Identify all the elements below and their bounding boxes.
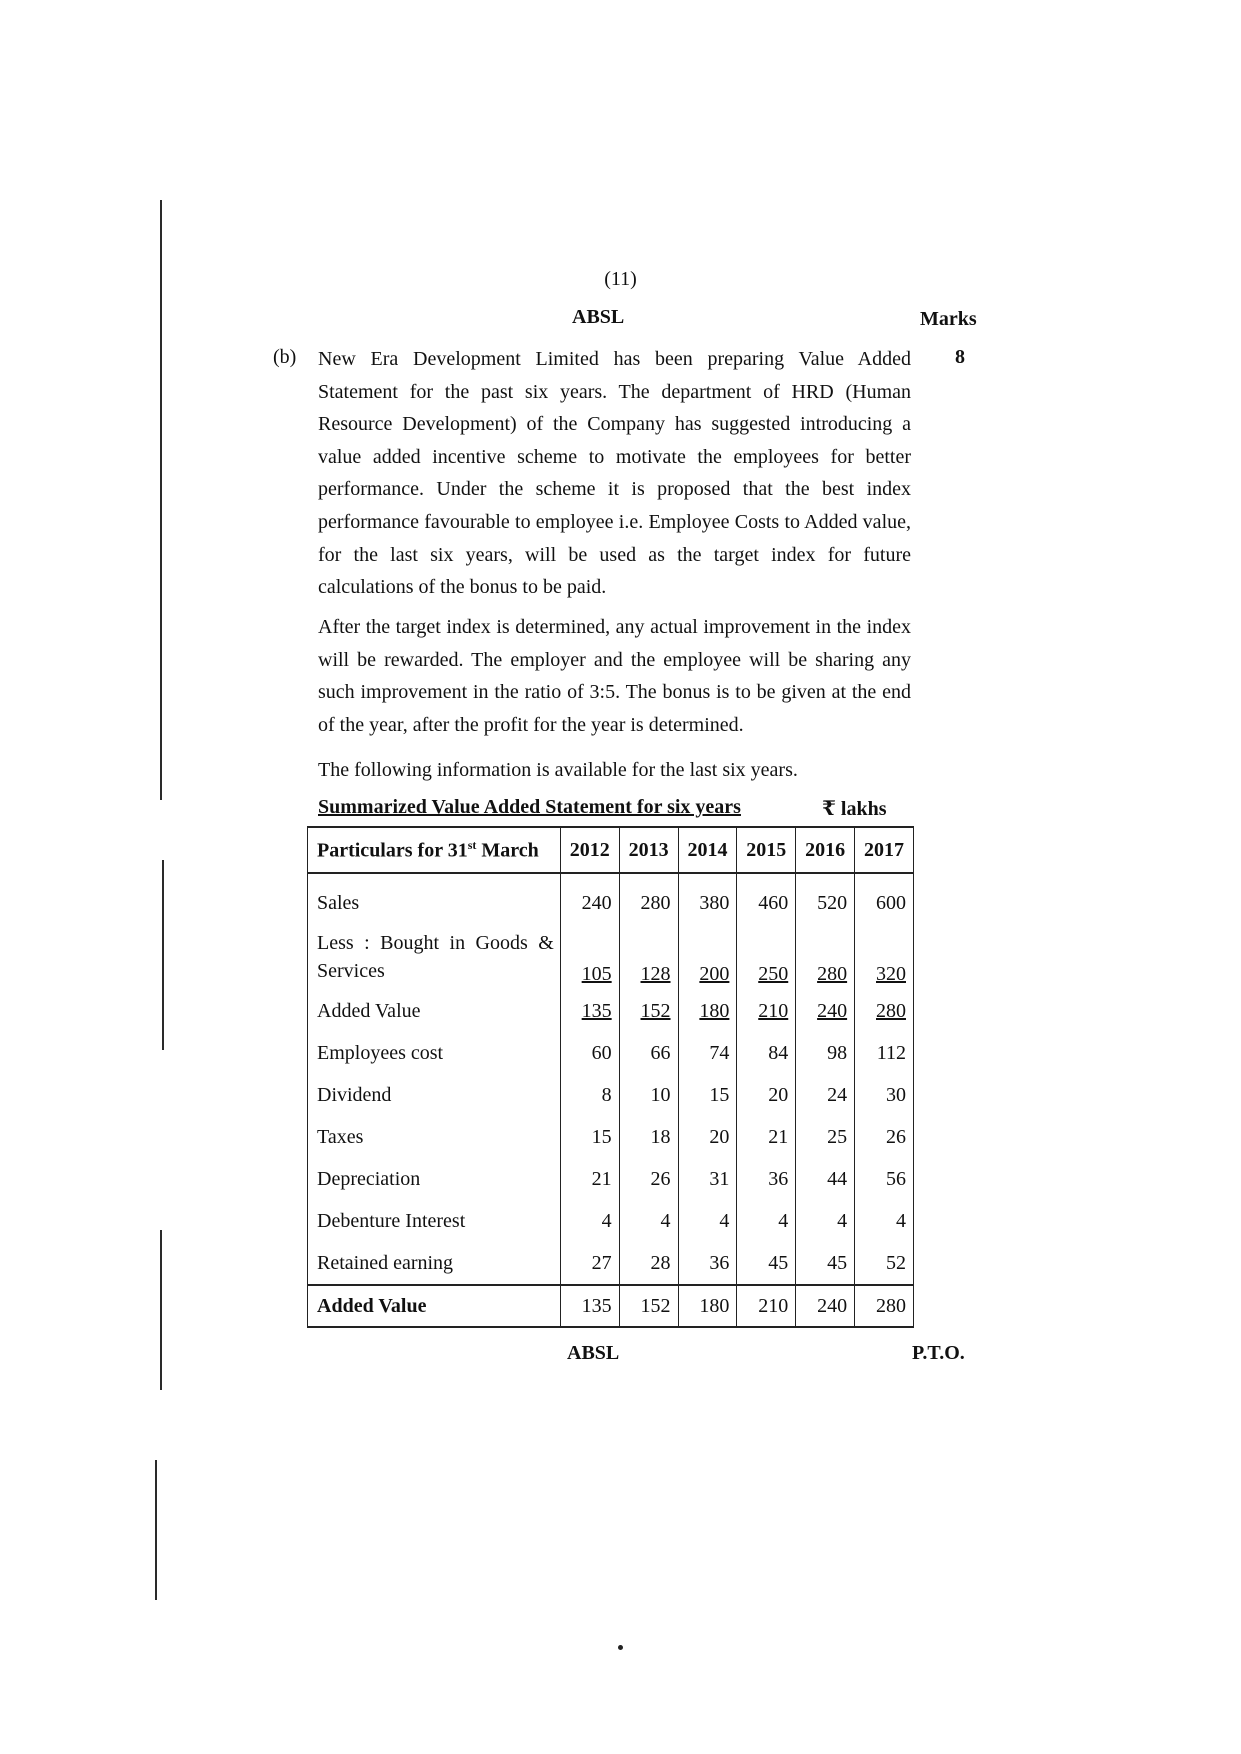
cell-value: 30 [855,1074,914,1116]
value-added-table [307,826,914,1328]
cell-value: 98 [796,1032,855,1074]
header-year: 2012 [560,827,619,873]
cell-value: 105 [581,963,612,985]
cell-value: 210 [737,1285,796,1327]
scan-dot [618,1645,623,1650]
cell-value: 210 [758,999,789,1022]
cell-value: 180 [699,999,730,1022]
cell-value: 45 [737,1242,796,1285]
cell-value: 26 [855,1116,914,1158]
table-row-total-added-value [308,1285,914,1327]
cell-value: 280 [855,1285,914,1327]
question-marks: 8 [955,346,965,368]
row-label: Employees cost [308,1032,561,1074]
cell-value: 24 [796,1074,855,1116]
question-label: (b) [273,346,297,368]
row-label: Debenture Interest [308,1200,561,1242]
cell-value: 74 [678,1032,737,1074]
cell-value: 200 [699,963,730,985]
row-label: Taxes [308,1116,561,1158]
table-unit: ₹ lakhs [822,798,887,820]
row-label: Less : Bought in Goods & Services [308,924,561,990]
cell-value: 66 [619,1032,678,1074]
row-label: Dividend [308,1074,561,1116]
row-label: Depreciation [308,1158,561,1200]
table-row-depreciation [308,1158,914,1200]
page-number: (11) [604,268,637,290]
table-row-added-value [308,990,914,1032]
table-row-bought-in-goods [308,924,914,990]
table-row-taxes [308,1116,914,1158]
cell-value: 15 [560,1116,619,1158]
marks-heading: Marks [920,308,977,330]
cell-value: 52 [855,1242,914,1285]
cell-value: 20 [737,1074,796,1116]
cell-value: 31 [678,1158,737,1200]
question-paragraph: After the target index is determined, any actual improvement in the index will be rewarded. The employer and the employee will be sharing any such improvement in the ratio of 3:5. The bonus is to be given at the end of the year, after the profit for the year is determined. [318,616,911,736]
question-paragraph: The following information is available for the last six years. [318,759,798,781]
header-year: 2013 [619,827,678,873]
cell-value: 112 [855,1032,914,1074]
cell-value: 280 [817,963,848,985]
table-row-dividend [308,1074,914,1116]
row-label: Retained earning [308,1242,561,1285]
header-year: 2017 [855,827,914,873]
cell-value: 520 [796,873,855,924]
cell-value: 18 [619,1116,678,1158]
cell-value: 15 [678,1074,737,1116]
table-row-retained-earning [308,1242,914,1285]
cell-value: 320 [876,963,906,985]
cell-value: 4 [855,1200,914,1242]
cell-value: 460 [737,873,796,924]
table-row-debenture-interest [308,1200,914,1242]
cell-value: 250 [758,963,789,985]
cell-value: 152 [619,1285,678,1327]
header-year: 2016 [796,827,855,873]
row-label: Added Value [308,990,561,1032]
cell-value: 152 [640,999,671,1022]
table-row-sales [308,873,914,924]
cell-value: 84 [737,1032,796,1074]
cell-value: 45 [796,1242,855,1285]
scan-margin-line [155,1460,157,1600]
header-paper-code: ABSL [572,306,625,328]
cell-value: 600 [855,873,914,924]
cell-value: 280 [876,999,906,1022]
cell-value: 21 [737,1116,796,1158]
cell-value: 36 [678,1242,737,1285]
cell-value: 4 [737,1200,796,1242]
question-paragraph: New Era Development Limited has been preparing Value Added Statement for the past six years. The department of HRD (Human Resource Development) of the Company has suggested introducing a value added incentive scheme to motivate the employees for better performance. Under the scheme it is proposed that the best index performance favourable to employee i.e. Employee Costs to Added value, for the last six years, will be used as the target index for future calculations of the bonus to be paid. [318,348,911,599]
cell-value: 280 [619,873,678,924]
cell-value: 21 [560,1158,619,1200]
footer-paper-code: ABSL [567,1342,620,1364]
cell-value: 44 [796,1158,855,1200]
row-label: Added Value [308,1285,561,1327]
row-label: Sales [308,873,561,924]
cell-value: 8 [560,1074,619,1116]
cell-value: 36 [737,1158,796,1200]
header-year: 2015 [737,827,796,873]
cell-value: 240 [817,999,848,1022]
table-row-employees-cost [308,1032,914,1074]
cell-value: 240 [560,873,619,924]
scan-margin-line [160,1230,162,1390]
cell-value: 20 [678,1116,737,1158]
cell-value: 4 [796,1200,855,1242]
cell-value: 135 [560,1285,619,1327]
cell-value: 4 [560,1200,619,1242]
footer-pto: P.T.O. [912,1342,965,1364]
cell-value: 180 [678,1285,737,1327]
cell-value: 10 [619,1074,678,1116]
table-header-row [308,827,914,873]
cell-value: 4 [619,1200,678,1242]
header-particulars: Particulars for 31st March [308,827,561,873]
cell-value: 4 [678,1200,737,1242]
cell-value: 56 [855,1158,914,1200]
cell-value: 28 [619,1242,678,1285]
header-year: 2014 [678,827,737,873]
table-title: Summarized Value Added Statement for six years [318,796,741,818]
cell-value: 60 [560,1032,619,1074]
cell-value: 135 [581,999,612,1022]
cell-value: 27 [560,1242,619,1285]
cell-value: 25 [796,1116,855,1158]
cell-value: 380 [678,873,737,924]
cell-value: 128 [640,963,671,985]
cell-value: 26 [619,1158,678,1200]
scan-margin-line [162,860,164,1050]
cell-value: 240 [796,1285,855,1327]
